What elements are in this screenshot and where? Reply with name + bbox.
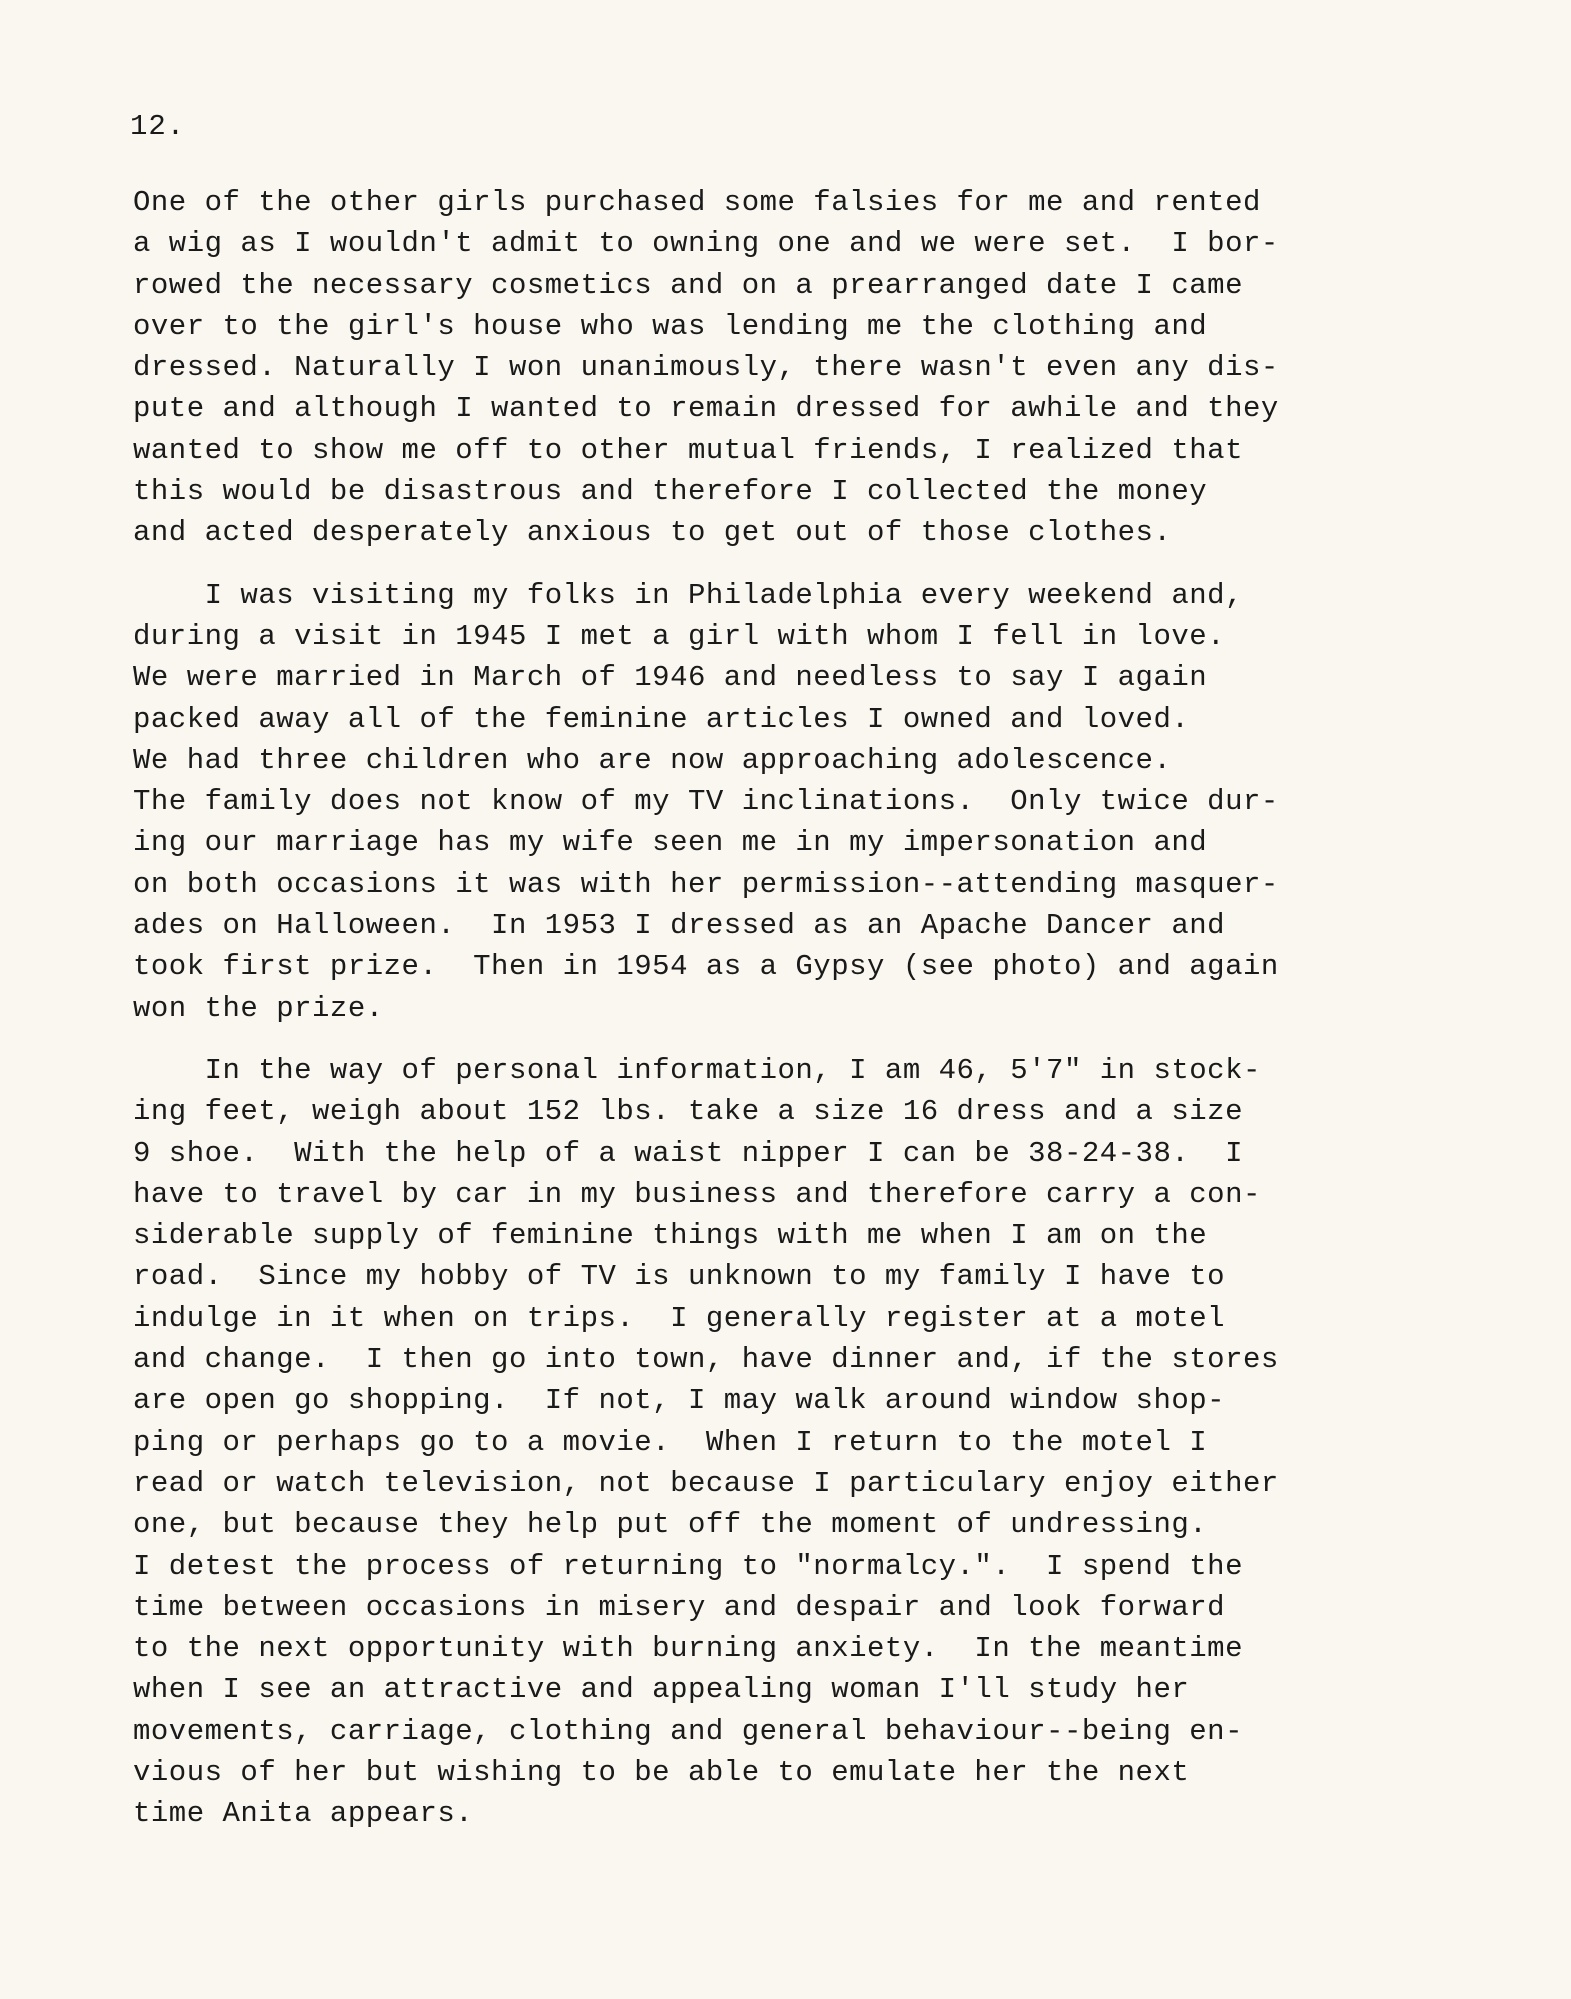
text-line: pute and although I wanted to remain dressed for awhile and they [133,392,1279,426]
text-line: read or watch television, not because I particulary enjoy either [133,1466,1279,1500]
body-text [133,182,1453,1835]
text-line: are open go shopping. If not, I may walk around window shop- [133,1384,1226,1418]
text-line: movements, carriage, clothing and general behaviour--being en- [133,1714,1243,1748]
text-line: during a visit in 1945 I met a girl with whom I fell in love. [133,619,1226,653]
text-line: wanted to show me off to other mutual friends, I realized that [133,433,1243,467]
page-number: 12. [130,110,186,143]
text-line: and acted desperately anxious to get out of those clothes. [133,516,1172,550]
text-line: a wig as I wouldn't admit to owning one and we were set. I bor- [133,227,1279,261]
text-line: We had three children who are now approaching adolescence. [133,743,1172,777]
text-line: packed away all of the feminine articles I owned and loved. [133,702,1190,736]
text-line: to the next opportunity with burning anxiety. In the meantime [133,1632,1243,1666]
text-line: dressed. Naturally I won unanimously, there wasn't even any dis- [133,351,1279,385]
text-line: One of the other girls purchased some falsies for me and rented [133,186,1261,219]
text-line: I was visiting my folks in Philadelphia every weekend and, [133,578,1243,612]
text-line: vious of her but wishing to be able to emulate her the next [133,1755,1190,1789]
text-line: time between occasions in misery and despair and look forward [133,1590,1226,1624]
text-line: indulge in it when on trips. I generally register at a motel [133,1301,1226,1335]
text-line: We were married in March of 1946 and needless to say I again [133,661,1208,695]
text-line: ades on Halloween. In 1953 I dressed as an Apache Dancer and [133,909,1226,943]
text-line: The family does not know of my TV inclinations. Only twice dur- [133,785,1279,819]
text-line: ping or perhaps go to a movie. When I return to the motel I [133,1425,1208,1459]
text-line: 9 shoe. With the help of a waist nipper I can be 38-24-38. I [133,1136,1243,1170]
text-line: ing our marriage has my wife seen me in my impersonation and [133,826,1208,860]
text-line: have to travel by car in my business and therefore carry a con- [133,1177,1261,1211]
text-line: ing feet, weigh about 152 lbs. take a size 16 dress and a size [133,1095,1243,1129]
paragraph-2 [133,575,1453,1029]
text-line: this would be disastrous and therefore I collected the money [133,475,1208,509]
text-line: took first prize. Then in 1954 as a Gypsy (see photo) and again [133,950,1279,984]
text-line: time Anita appears. [133,1797,474,1831]
text-line: over to the girl's house who was lending me the clothing and [133,309,1208,343]
text-line: one, but because they help put off the moment of undressing. [133,1508,1208,1542]
text-line: I detest the process of returning to "normalcy.". I spend the [133,1549,1243,1583]
text-line: on both occasions it was with her permission--attending masquer- [133,867,1279,901]
text-line: road. Since my hobby of TV is unknown to my family I have to [133,1260,1226,1294]
text-line: and change. I then go into town, have dinner and, if the stores [133,1343,1279,1377]
paragraph-1 [133,182,1453,554]
text-line: when I see an attractive and appealing woman I'll study her [133,1673,1190,1707]
text-line: rowed the necessary cosmetics and on a prearranged date I came [133,268,1243,302]
paragraph-3 [133,1050,1453,1835]
text-line: won the prize. [133,991,384,1025]
text-line: siderable supply of feminine things with me when I am on the [133,1219,1208,1253]
text-line: In the way of personal information, I am 46, 5'7" in stock- [133,1053,1261,1087]
